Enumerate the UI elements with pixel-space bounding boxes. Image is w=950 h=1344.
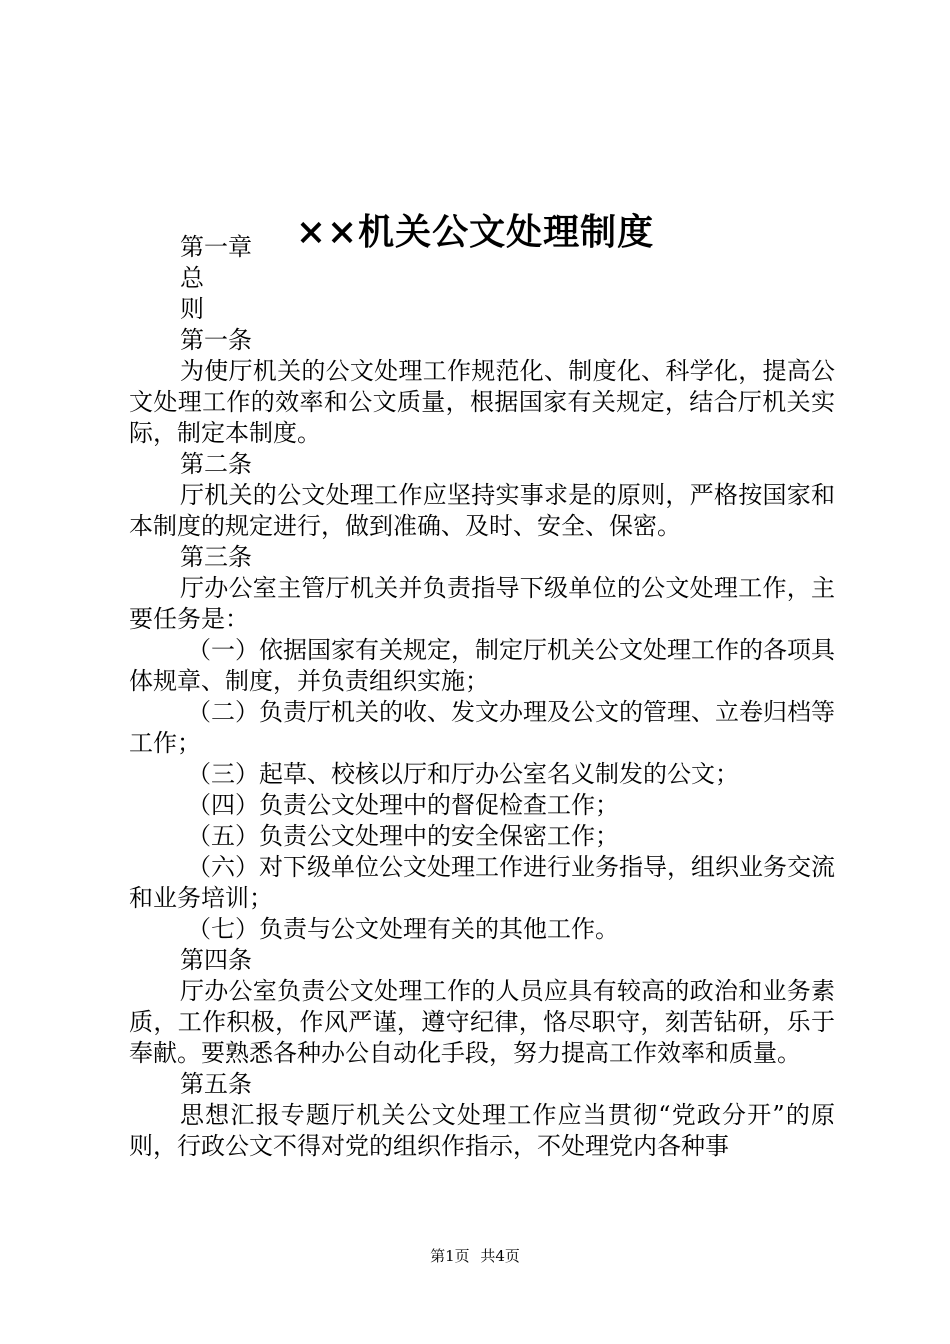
paragraph: 厅办公室负责公文处理工作的人员应具有较高的政治和业务素质，工作积极，作风严谨，遵守纪律，恪尽职守，刻苦钻研，乐于奉献。要熟悉各种办公自动化手段，努力提高工作效率和质量。 — [129, 977, 835, 1067]
paragraph: 厅办公室主管厅机关并负责指导下级单位的公文处理工作，主要任务是： — [129, 574, 835, 633]
paragraph: 厅机关的公文处理工作应坚持实事求是的原则，严格按国家和本制度的规定进行，做到准确、及时、安全、保密。 — [129, 481, 835, 540]
paragraph: 第三条 — [180, 543, 252, 571]
list-item: （一）依据国家有关规定，制定厅机关公文处理工作的各项具体规章、制度，并负责组织实施； — [129, 636, 835, 695]
page-footer — [0, 1246, 950, 1266]
paragraph: 第四条 — [180, 946, 252, 974]
list-item: （五）负责公文处理中的安全保密工作； — [187, 822, 619, 850]
list-item: （三）起草、校核以厅和厅办公室名义制发的公文； — [187, 760, 739, 788]
document-title: ××机关公文处理制度 — [295, 211, 655, 254]
page-number: 第1页 — [430, 1247, 470, 1265]
paragraph: 第一章 — [180, 233, 252, 261]
list-item: （七）负责与公文处理有关的其他工作。 — [187, 915, 619, 943]
paragraph: 第一条 — [180, 326, 252, 354]
paragraph: 第五条 — [180, 1070, 252, 1098]
list-item: （二）负责厅机关的收、发文办理及公文的管理、立卷归档等工作； — [129, 698, 835, 757]
list-item: （四）负责公文处理中的督促检查工作； — [187, 791, 619, 819]
paragraph: 思想汇报专题厅机关公文处理工作应当贯彻“党政分开”的原则，行政公文不得对党的组织作指示，不处理党内各种事 — [129, 1101, 835, 1160]
paragraph: 则 — [180, 295, 204, 323]
list-item: （六）对下级单位公文处理工作进行业务指导，组织业务交流和业务培训； — [129, 853, 835, 912]
paragraph: 总 — [180, 264, 204, 292]
paragraph: 第二条 — [180, 450, 252, 478]
document-body — [129, 232, 835, 1162]
paragraph: 为使厅机关的公文处理工作规范化、制度化、科学化，提高公文处理工作的效率和公文质量，根据国家有关规定，结合厅机关实际，制定本制度。 — [129, 357, 835, 447]
page-total: 共4页 — [480, 1247, 520, 1265]
